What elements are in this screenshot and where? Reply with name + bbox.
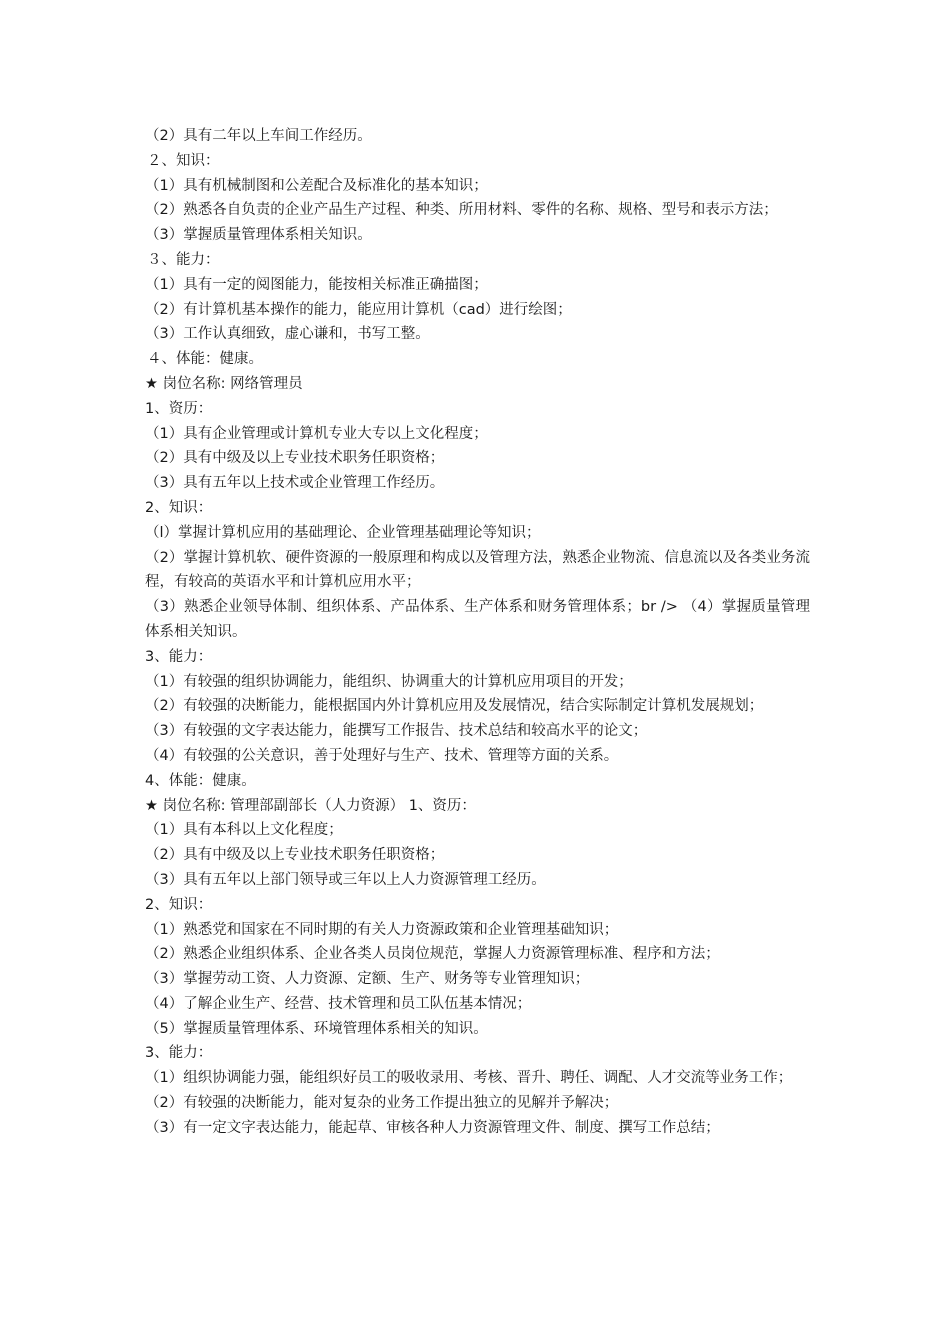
text-line: （2）具有中级及以上专业技术职务任职资格； [145, 450, 445, 467]
section-heading: 3、能力： [145, 648, 213, 665]
text-line: （4）有较强的公关意识，善于处理好与生产、技术、管理等方面的关系。 [145, 747, 619, 764]
text-line: （1）具有企业管理或计算机专业大专以上文化程度； [145, 425, 488, 442]
text-line: （4）了解企业生产、经营、技术管理和员工队伍基本情况； [145, 995, 532, 1012]
text-line: （2）有较强的决断能力，能根据国内外计算机应用及发展情况，结合实际制定计算机发展规划； [145, 698, 764, 715]
section-heading: 2、知识： [145, 499, 213, 516]
text-line: （1）具有本科以上文化程度； [145, 822, 343, 839]
section-heading: ３、能力： [147, 251, 220, 268]
section-heading: 2、知识： [145, 896, 213, 913]
text-line: （2）掌握计算机软、硬件资源的一般原理和构成以及管理方法，熟悉企业物流、信息流以及各类业务流程，有较高的英语水平和计算机应用水平； [145, 549, 810, 591]
text-line: （2）具有中级及以上专业技术职务任职资格； [145, 847, 445, 864]
text-line: （3）掌握质量管理体系相关知识。 [145, 227, 372, 244]
section-heading: ４、体能：健康。 [147, 351, 263, 368]
text-line: （1）具有机械制图和公差配合及标准化的基本知识； [145, 177, 488, 194]
text-line: （5）掌握质量管理体系、环境管理体系相关的知识。 [145, 1020, 488, 1037]
text-line: （l）掌握计算机应用的基础理论、企业管理基础理论等知识； [145, 524, 541, 541]
document-body [145, 124, 810, 1141]
text-line: （1）有较强的组织协调能力，能组织、协调重大的计算机应用项目的开发； [145, 673, 633, 690]
section-heading: 4、体能：健康。 [145, 772, 256, 789]
text-line: （3）具有五年以上技术或企业管理工作经历。 [145, 475, 445, 492]
text-line: （2）有计算机基本操作的能力，能应用计算机（cad）进行绘图； [145, 301, 572, 318]
section-heading: 3、能力： [145, 1045, 213, 1062]
text-line: （3）掌握劳动工资、人力资源、定额、生产、财务等专业管理知识； [145, 971, 590, 988]
text-line: （3）有一定文字表达能力，能起草、审核各种人力资源管理文件、制度、撰写工作总结； [145, 1119, 720, 1136]
text-line: （3）工作认真细致，虚心谦和，书写工整。 [145, 326, 430, 343]
text-line: （3）熟悉企业领导体制、组织体系、产品体系、生产体系和财务管理体系；br /> （4）掌握质量管理体系相关知识。 [145, 599, 810, 640]
text-line: （2）具有二年以上车间工作经历。 [145, 128, 372, 144]
text-line: （2）熟悉各自负责的企业产品生产过程、种类、所用材料、零件的名称、规格、型号和表示方法； [145, 202, 778, 219]
position-title: ★ 岗位名称: 网络管理员 [145, 375, 303, 392]
text-line: （2）熟悉企业组织体系、企业各类人员岗位规范，掌握人力资源管理标准、程序和方法； [145, 946, 720, 963]
text-line: （3）有较强的文字表达能力，能撰写工作报告、技术总结和较高水平的论文； [145, 723, 648, 740]
section-heading: ２、知识： [147, 152, 220, 169]
text-line: （1）具有一定的阅图能力，能按相关标准正确描图； [145, 276, 488, 293]
text-line: （3）具有五年以上部门领导或三年以上人力资源管理工经历。 [145, 871, 546, 888]
text-line: （2）有较强的决断能力，能对复杂的业务工作提出独立的见解并予解决； [145, 1095, 619, 1112]
text-line: （1）组织协调能力强，能组织好员工的吸收录用、考核、晋升、聘任、调配、人才交流等业务工作； [145, 1070, 793, 1087]
text-line: （1）熟悉党和国家在不同时期的有关人力资源政策和企业管理基础知识； [145, 921, 619, 938]
section-heading: 1、资历： [145, 400, 213, 417]
position-title: ★ 岗位名称: 管理部副部长（人力资源） 1、资历： [145, 797, 476, 814]
